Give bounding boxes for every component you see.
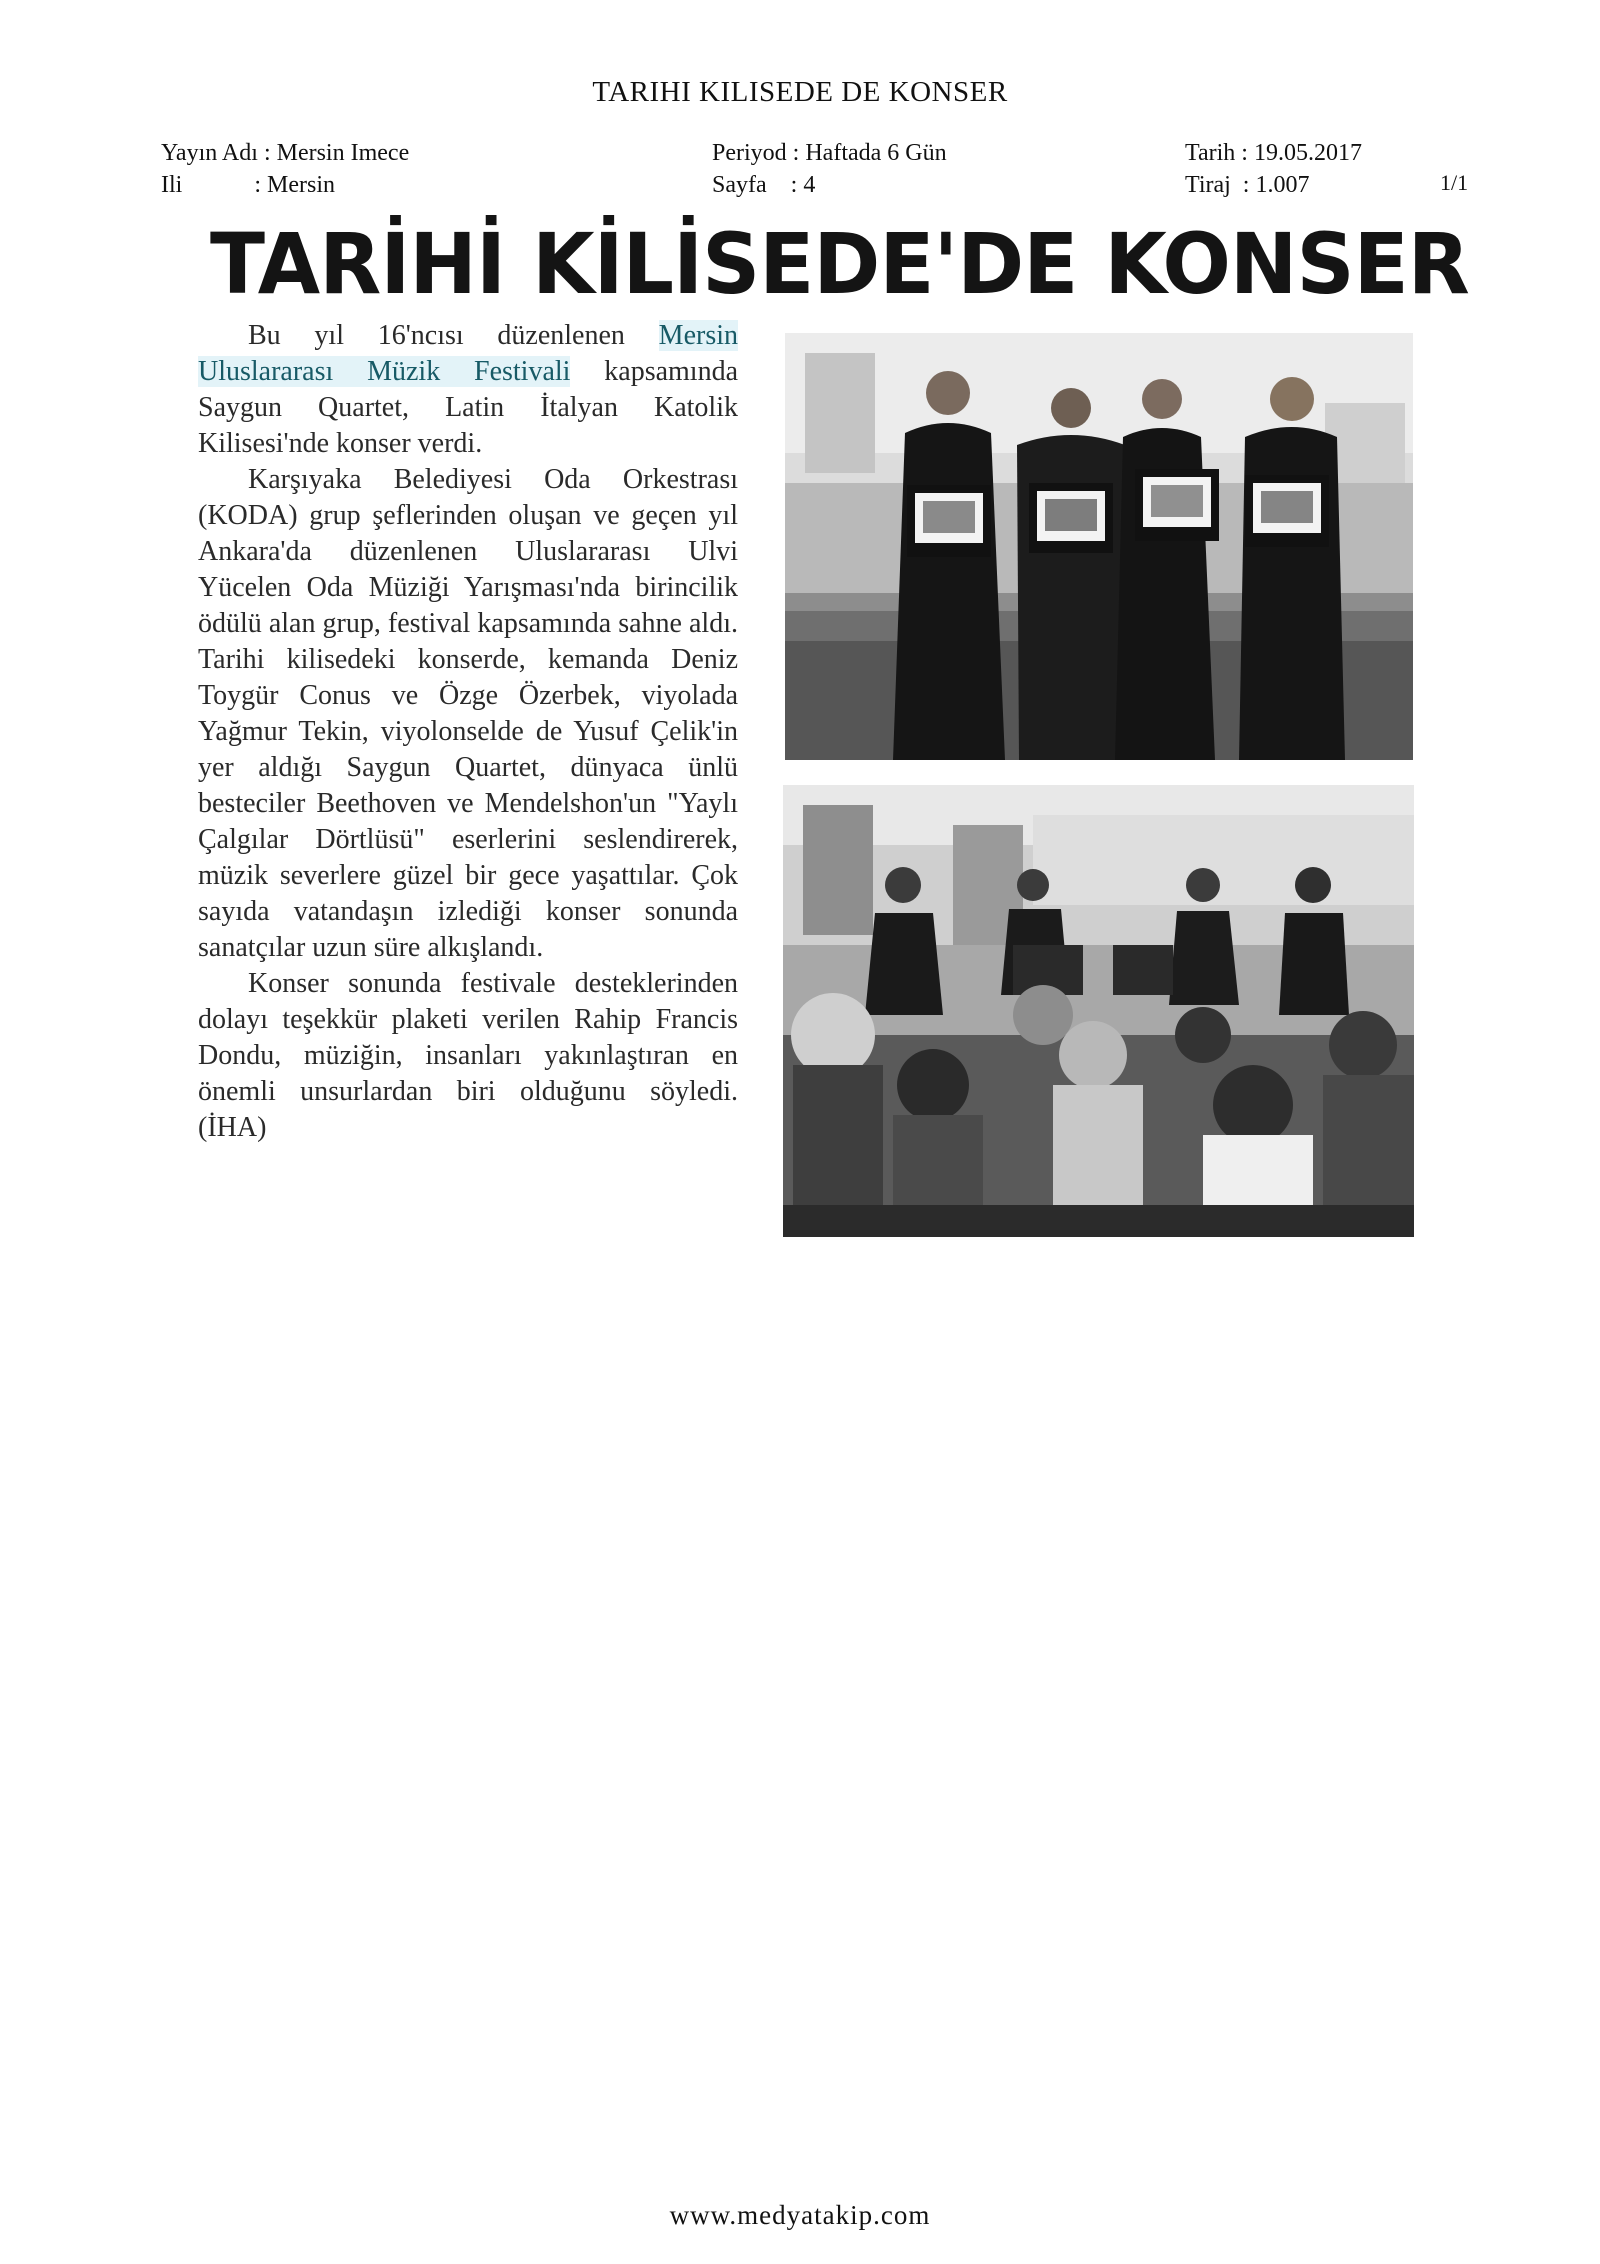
date-label: Tarih — [1185, 140, 1236, 166]
footer-url[interactable]: www.medyatakip.com — [669, 2200, 931, 2230]
quartet-award-photo — [785, 333, 1413, 760]
meta-publication-block: Yayın Adı : Mersin Imece Ili : Mersin — [161, 140, 410, 198]
period-label: Periyod — [712, 140, 787, 166]
quartet-award-image — [785, 333, 1413, 760]
quartet-concert-photo — [783, 785, 1414, 1237]
article-paragraph-3: Konser sonunda festivale desteklerinden dolayı teşekkür plaketi verilen Rahip Francis Dondu, müziğin, insanları yakınlaştıran en önemli unsurlardan biri olduğunu söyledi. (İHA) — [198, 968, 738, 1143]
clip-headline: TARİHİ KİLİSEDE'DE KONSER — [210, 215, 1469, 313]
article-body — [198, 318, 738, 1146]
publication-label: Yayın Adı — [161, 140, 258, 166]
article-paragraph-1 — [198, 318, 738, 462]
date-value: 19.05.2017 — [1253, 140, 1362, 166]
article-paragraph-2: Karşıyaka Belediyesi Oda Orkestrası (KODA) grup şeflerinden oluşan ve geçen yıl Ankara'da düzenlenen Uluslararası Ulvi Yücelen Oda Müziği Yarışması'nda birincilik ödülü alan grup, festival kapsamında sahne aldı. Tarihi kilisedeki konserde, kemanda Deniz Toygür Conus ve Özge Özerbek, viyolada Yağmur Tekin, viyolonselde de Yusuf Çelik'in yer aldığı Saygun Quartet, dünyaca ünlü besteciler Beethoven ve Mendelshon'un "Yaylı Çalgılar Dörtlüsü" eserlerini seslendirerek, müzik severlere güzel bir gece yaşattılar. Çok sayıda vatandaşın izlediği konser sonunda sanatçılar uzun süre alkışlandı. — [198, 464, 738, 963]
meta-date-block: Tarih : 19.05.2017 Tiraj : 1.007 — [1185, 140, 1362, 198]
province-label: Ili — [161, 172, 183, 198]
page-count: 1/1 — [1440, 170, 1469, 195]
page-title: TARIHI KILISEDE DE KONSER — [592, 76, 1008, 108]
p1-post: kapsamında Saygun Quartet, Latin İtalyan Katolik Kilisesi'nde konser verdi. — [198, 356, 738, 459]
quartet-concert-image — [783, 785, 1414, 1237]
circulation-label: Tiraj — [1185, 172, 1231, 198]
page-value: 4 — [803, 172, 816, 198]
meta-period-block: Periyod : Haftada 6 Gün Sayfa : 4 — [712, 140, 947, 198]
p1-pre: Bu yıl 16'ncısı düzenlenen — [248, 320, 659, 351]
page-label: Sayfa — [712, 172, 767, 198]
period-value: Haftada 6 Gün — [805, 140, 947, 166]
festival-highlight: Mersin Uluslararası Müzik Festivali — [198, 320, 738, 387]
province-value: Mersin — [267, 172, 335, 198]
publication-value: Mersin Imece — [276, 140, 410, 166]
circulation-value: 1.007 — [1255, 172, 1310, 198]
